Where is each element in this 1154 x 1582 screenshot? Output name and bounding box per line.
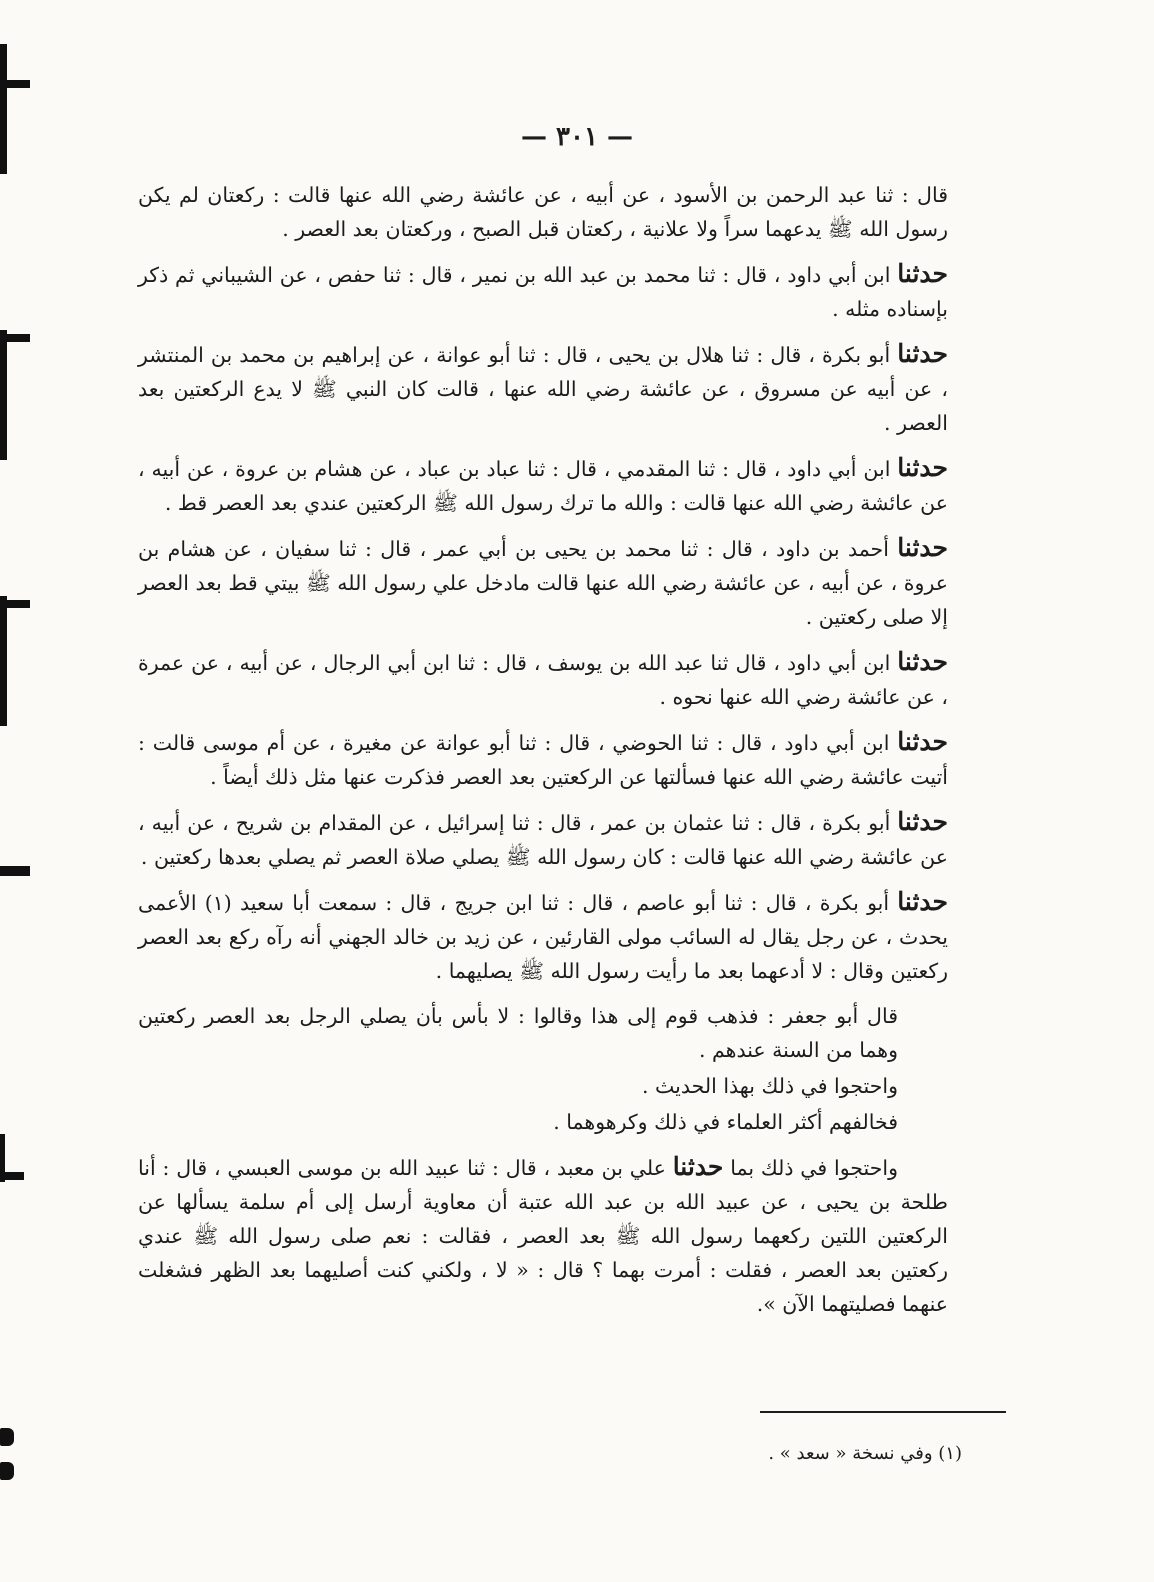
haddathana-keyword: حدثنا bbox=[897, 339, 948, 368]
haddathana-keyword: حدثنا bbox=[897, 727, 948, 756]
edge-mark bbox=[0, 1462, 14, 1480]
edge-mark bbox=[0, 330, 7, 460]
footnote: (١) وفي نسخة « سعد » . bbox=[768, 1443, 962, 1464]
haddathana-keyword: حدثنا bbox=[897, 533, 948, 562]
footnote-divider bbox=[760, 1411, 1006, 1413]
haddathana-keyword: حدثنا bbox=[897, 887, 948, 916]
haddathana-keyword: حدثنا bbox=[897, 453, 948, 482]
paragraph-text: أبو بكرة ، قال : ثنا عثمان بن عمر ، قال : ثنا إسرائيل ، عن المقدام بن شريح ، عن أبيه ، عن عائشة رضي الله عنها قالت : كان رسول الله ﷺ يصلي صلاة العصر ثم يصلي بعدها ركعتين . bbox=[138, 811, 948, 869]
haddathana-keyword: حدثنا bbox=[672, 1152, 724, 1181]
final-paragraph bbox=[138, 1150, 948, 1321]
paragraph-text: أبو بكرة ، قال : ثنا هلال بن يحيى ، قال : ثنا أبو عوانة ، عن إبراهيم بن محمد بن المنتشر ، عن أبيه عن مسروق ، عن عائشة رضي الله عنها ، قالت كان النبي ﷺ لا يدع الركعتين بعد العصر . bbox=[138, 343, 948, 435]
paragraph-text: علي بن معبد ، قال : ثنا عبيد الله بن موسى العبسي ، قال : أنا طلحة بن يحيى ، عن عبيد الله بن عبد الله عتبة أن معاوية أرسل إلى أم سلمة يسألها عن الركعتين اللتين ركعهما رسول الله ﷺ بعد العصر ، فقالت : نعم صلى رسول الله ﷺ عندي ركعتين بعد العصر ، فقلت : أمرت بهما ؟ قال : « لا ، ولكني كنت أصليهما بعد الظهر فشغلت عنهما فصليتهما الآن ». bbox=[138, 1156, 948, 1316]
discussion-line: قال أبو جعفر : فذهب قوم إلى هذا وقالوا : لا بأس بأن يصلي الرجل بعد العصر ركعتين وهما من السنة عندهم . bbox=[138, 1004, 898, 1062]
paragraph-text: ابن أبي داود ، قال : ثنا المقدمي ، قال : ثنا عباد بن عباد ، عن هشام بن عروة ، عن أبيه ، عن عائشة رضي الله عنها قالت : والله ما ترك رسول الله ﷺ الركعتين عندي بعد العصر قط . bbox=[138, 457, 948, 515]
hadith-paragraph bbox=[138, 178, 948, 246]
hadith-paragraph bbox=[138, 257, 948, 326]
hadith-paragraph bbox=[138, 805, 948, 874]
main-text bbox=[138, 178, 948, 1332]
edge-mark bbox=[0, 600, 30, 608]
final-lead: واحتجوا في ذلك بما bbox=[730, 1156, 898, 1180]
edge-mark bbox=[0, 44, 7, 174]
paragraph-text: ابن أبي داود ، قال : ثنا محمد بن عبد الله بن نمير ، قال : ثنا حفص ، عن الشيباني ثم ذكر بإسناده مثله . bbox=[138, 263, 948, 321]
hadith-paragraph bbox=[138, 451, 948, 520]
haddathana-keyword: حدثنا bbox=[897, 647, 948, 676]
discussion-line: واحتجوا في ذلك بهذا الحديث . bbox=[642, 1074, 898, 1098]
edge-mark bbox=[0, 596, 7, 726]
hadith-paragraph bbox=[138, 531, 948, 634]
edge-mark bbox=[0, 80, 30, 88]
haddathana-keyword: حدثنا bbox=[897, 807, 948, 836]
paragraph-text: قال : ثنا عبد الرحمن بن الأسود ، عن أبيه ، عن عائشة رضي الله عنها قالت : ركعتان لم يكن رسول الله ﷺ يدعهما سراً ولا علانية ، ركعتان قبل الصبح ، وركعتان بعد العصر . bbox=[138, 183, 948, 241]
page-number: — ٣٠١ — bbox=[520, 122, 634, 152]
hadith-paragraph bbox=[138, 337, 948, 440]
paragraph-text: أحمد بن داود ، قال : ثنا محمد بن يحيى بن أبي عمر ، قال : ثنا سفيان ، عن هشام بن عروة ، عن أبيه ، عن عائشة رضي الله عنها قالت مادخل علي رسول الله ﷺ بيتي قط بعد العصر إلا صلى ركعتين . bbox=[138, 537, 948, 629]
hadith-paragraph bbox=[138, 725, 948, 794]
discussion-line: فخالفهم أكثر العلماء في ذلك وكرهوهما . bbox=[553, 1110, 898, 1134]
edge-mark bbox=[0, 866, 30, 876]
paragraph-text: ابن أبي داود ، قال : ثنا الحوضي ، قال : ثنا أبو عوانة عن مغيرة ، عن أم موسى قالت : أتيت عائشة رضي الله عنها فسألتها عن الركعتين بعد العصر فذكرت عنها مثل ذلك أيضاً . bbox=[138, 731, 948, 789]
hadith-paragraph bbox=[138, 645, 948, 714]
edge-mark bbox=[0, 1172, 24, 1180]
paragraph-text: أبو بكرة ، قال : ثنا أبو عاصم ، قال : ثنا ابن جريج ، قال : سمعت أبا سعيد (١) الأعمى يحدث ، عن رجل يقال له السائب مولى القارئين ، عن زيد بن خالد الجهني أنه رآه ركع بعد العصر ركعتين وقال : لا أدعهما بعد ما رأيت رسول الله ﷺ يصليهما . bbox=[138, 891, 948, 983]
haddathana-keyword: حدثنا bbox=[897, 259, 948, 288]
edge-mark bbox=[0, 1428, 14, 1446]
hadith-paragraph bbox=[138, 885, 948, 988]
edge-mark bbox=[0, 334, 30, 342]
paragraph-text: ابن أبي داود ، قال ثنا عبد الله بن يوسف ، قال : ثنا ابن أبي الرجال ، عن أبيه ، عن عمرة ، عن عائشة رضي الله عنها نحوه . bbox=[138, 651, 948, 709]
